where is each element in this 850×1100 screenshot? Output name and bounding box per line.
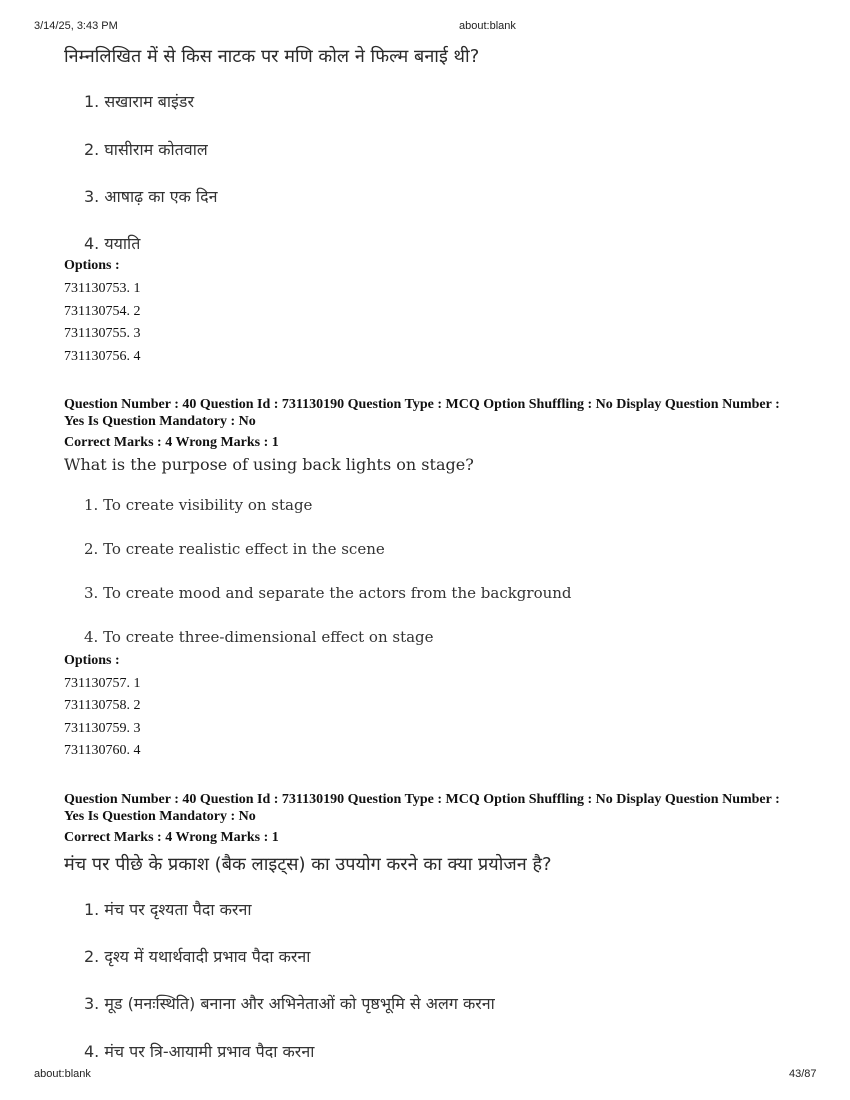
choice-1: 1. सखाराम बाइंडर	[84, 92, 194, 111]
option-id: 731130754. 2	[64, 304, 141, 319]
option-id: 731130755. 3	[64, 326, 141, 341]
option-id: 731130759. 3	[64, 721, 141, 736]
choice-2: 2. दृश्य में यथार्थवादी प्रभाव पैदा करना	[84, 947, 311, 966]
option-id: 731130756. 4	[64, 349, 141, 364]
option-id: 731130758. 2	[64, 698, 141, 713]
print-datetime: 3/14/25, 3:43 PM	[34, 20, 118, 32]
question-text-english: What is the purpose of using back lights on stage?	[64, 455, 474, 474]
question-marks: Correct Marks : 4 Wrong Marks : 1	[64, 435, 279, 450]
print-url-footer: about:blank	[34, 1068, 91, 1080]
question-meta: Question Number : 40 Question Id : 731130190 Question Type : MCQ Option Shuffling : No Display Question Number : Yes Is Question Mandatory : No	[64, 792, 780, 824]
choice-4: 4. ययाति	[84, 234, 141, 253]
option-id: 731130757. 1	[64, 676, 141, 691]
option-id: 731130753. 1	[64, 281, 141, 296]
option-id: 731130760. 4	[64, 743, 141, 758]
options-heading: Options :	[64, 653, 120, 668]
choice-3: 3. मूड (मनःस्थिति) बनाना और अभिनेताओं को पृष्ठभूमि से अलग करना	[84, 994, 495, 1013]
choice-3: 3. To create mood and separate the actors from the background	[84, 584, 572, 602]
choice-4: 4. मंच पर त्रि-आयामी प्रभाव पैदा करना	[84, 1042, 315, 1061]
question-meta: Question Number : 40 Question Id : 731130190 Question Type : MCQ Option Shuffling : No Display Question Number : Yes Is Question Mandatory : No	[64, 397, 780, 429]
choice-1: 1. मंच पर दृश्यता पैदा करना	[84, 900, 252, 919]
choice-1: 1. To create visibility on stage	[84, 496, 313, 514]
question-marks: Correct Marks : 4 Wrong Marks : 1	[64, 830, 279, 845]
page-number: 43/87	[789, 1068, 817, 1080]
choice-3: 3. आषाढ़ का एक दिन	[84, 187, 218, 206]
choice-2: 2. To create realistic effect in the scene	[84, 540, 385, 558]
choice-2: 2. घासीराम कोतवाल	[84, 140, 208, 159]
options-heading: Options :	[64, 258, 120, 273]
choice-4: 4. To create three-dimensional effect on stage	[84, 628, 434, 646]
question-text-hindi-1: निम्नलिखित में से किस नाटक पर मणि कोल ने फिल्म बनाई थी?	[64, 46, 480, 67]
question-text-hindi-2: मंच पर पीछे के प्रकाश (बैक लाइट्स) का उपयोग करने का क्या प्रयोजन है?	[64, 854, 552, 875]
print-url-header: about:blank	[459, 20, 516, 32]
